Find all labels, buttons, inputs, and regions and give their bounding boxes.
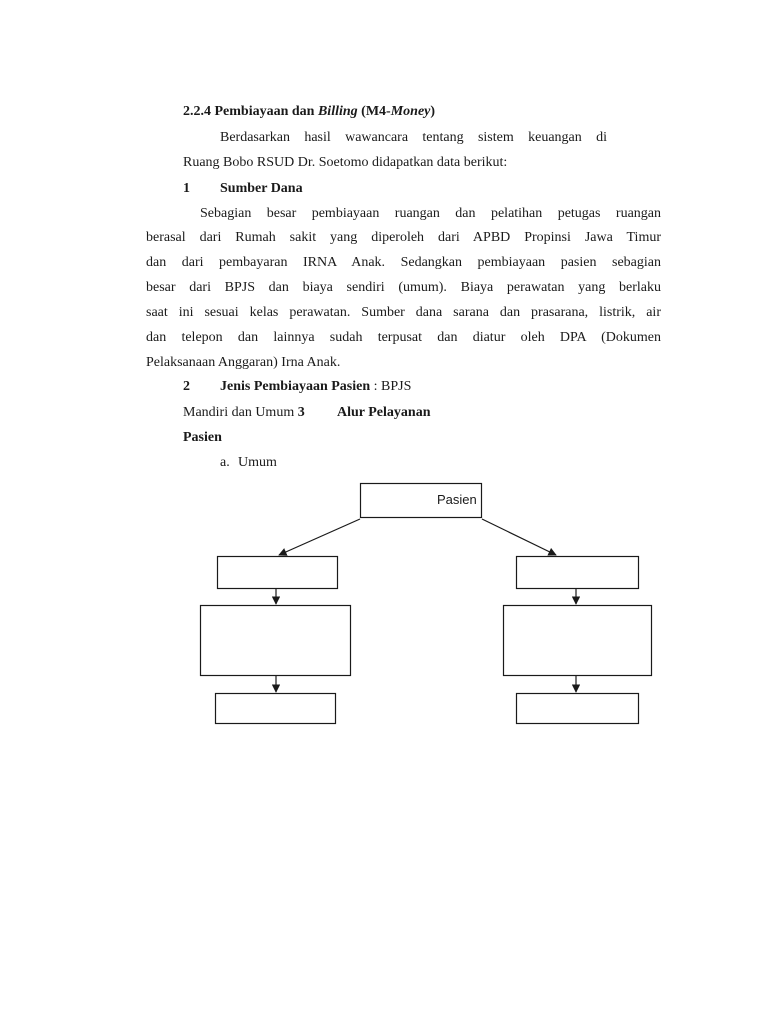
item-2-value: : BPJS (373, 379, 412, 394)
left-box-1 (218, 557, 338, 589)
intro-line-2: Ruang Bobo RSUD Dr. Soetomo didapatkan data berikut: (183, 155, 508, 170)
item-3-heading-cont: Pasien (183, 430, 222, 445)
left-box-2 (201, 606, 351, 676)
right-box-3 (517, 694, 639, 724)
subitem-a-text: Umum (238, 455, 277, 470)
arrow-top-to-left (279, 519, 360, 555)
right-box-1 (517, 557, 639, 589)
item-1-line-7: Pelaksanaan Anggaran) Irna Anak. (146, 355, 341, 370)
item-1-line-3: dan dari pembayaran IRNA Anak. Sedangkan pembiayaan pasien sebagian (146, 255, 661, 270)
item-3-number: 3 (297, 405, 305, 420)
item-1-line-5: saat ini sesuai kelas perawatan. Sumber dana sarana dan prasarana, listrik, air (146, 305, 661, 320)
section-title-italic: Billing (317, 104, 358, 119)
item-1-line-6: dan telepon dan lainnya sudah terpusat dan diatur oleh DPA (Dokumen (146, 330, 661, 345)
item-3-heading: Alur Pelayanan (337, 405, 431, 420)
section-title-paren-close: ) (430, 104, 436, 119)
item-1-line-1: Sebagian besar pembiayaan ruangan dan pelatihan petugas ruangan (200, 206, 661, 221)
section-number: 2.2.4 (183, 104, 211, 119)
left-box-3 (216, 694, 336, 724)
item-1-line-2: berasal dari Rumah sakit yang diperoleh dari APBD Propinsi Jawa Timur (146, 230, 661, 245)
arrow-top-to-right (482, 519, 556, 555)
item-1-number: 1 (183, 181, 190, 196)
item-2-number: 2 (183, 379, 190, 394)
section-title-paren-open: (M4- (361, 104, 391, 119)
item-1-heading: Sumber Dana (220, 181, 303, 196)
item-2-heading: Jenis Pembiayaan Pasien (220, 379, 371, 394)
subitem-a-label: a. (220, 455, 230, 470)
top-box-label: Pasien (437, 492, 477, 507)
item-2-cont-text: Mandiri dan Umum (183, 405, 295, 420)
section-title-prefix: Pembiayaan dan (214, 104, 315, 119)
item-1-line-4: besar dari BPJS dan biaya sendiri (umum). Biaya perawatan yang berlaku (146, 280, 661, 295)
right-box-2 (504, 606, 652, 676)
section-title-paren-italic: Money (390, 104, 431, 119)
intro-line-1: Berdasarkan hasil wawancara tentang sistem keuangan di (220, 130, 607, 145)
